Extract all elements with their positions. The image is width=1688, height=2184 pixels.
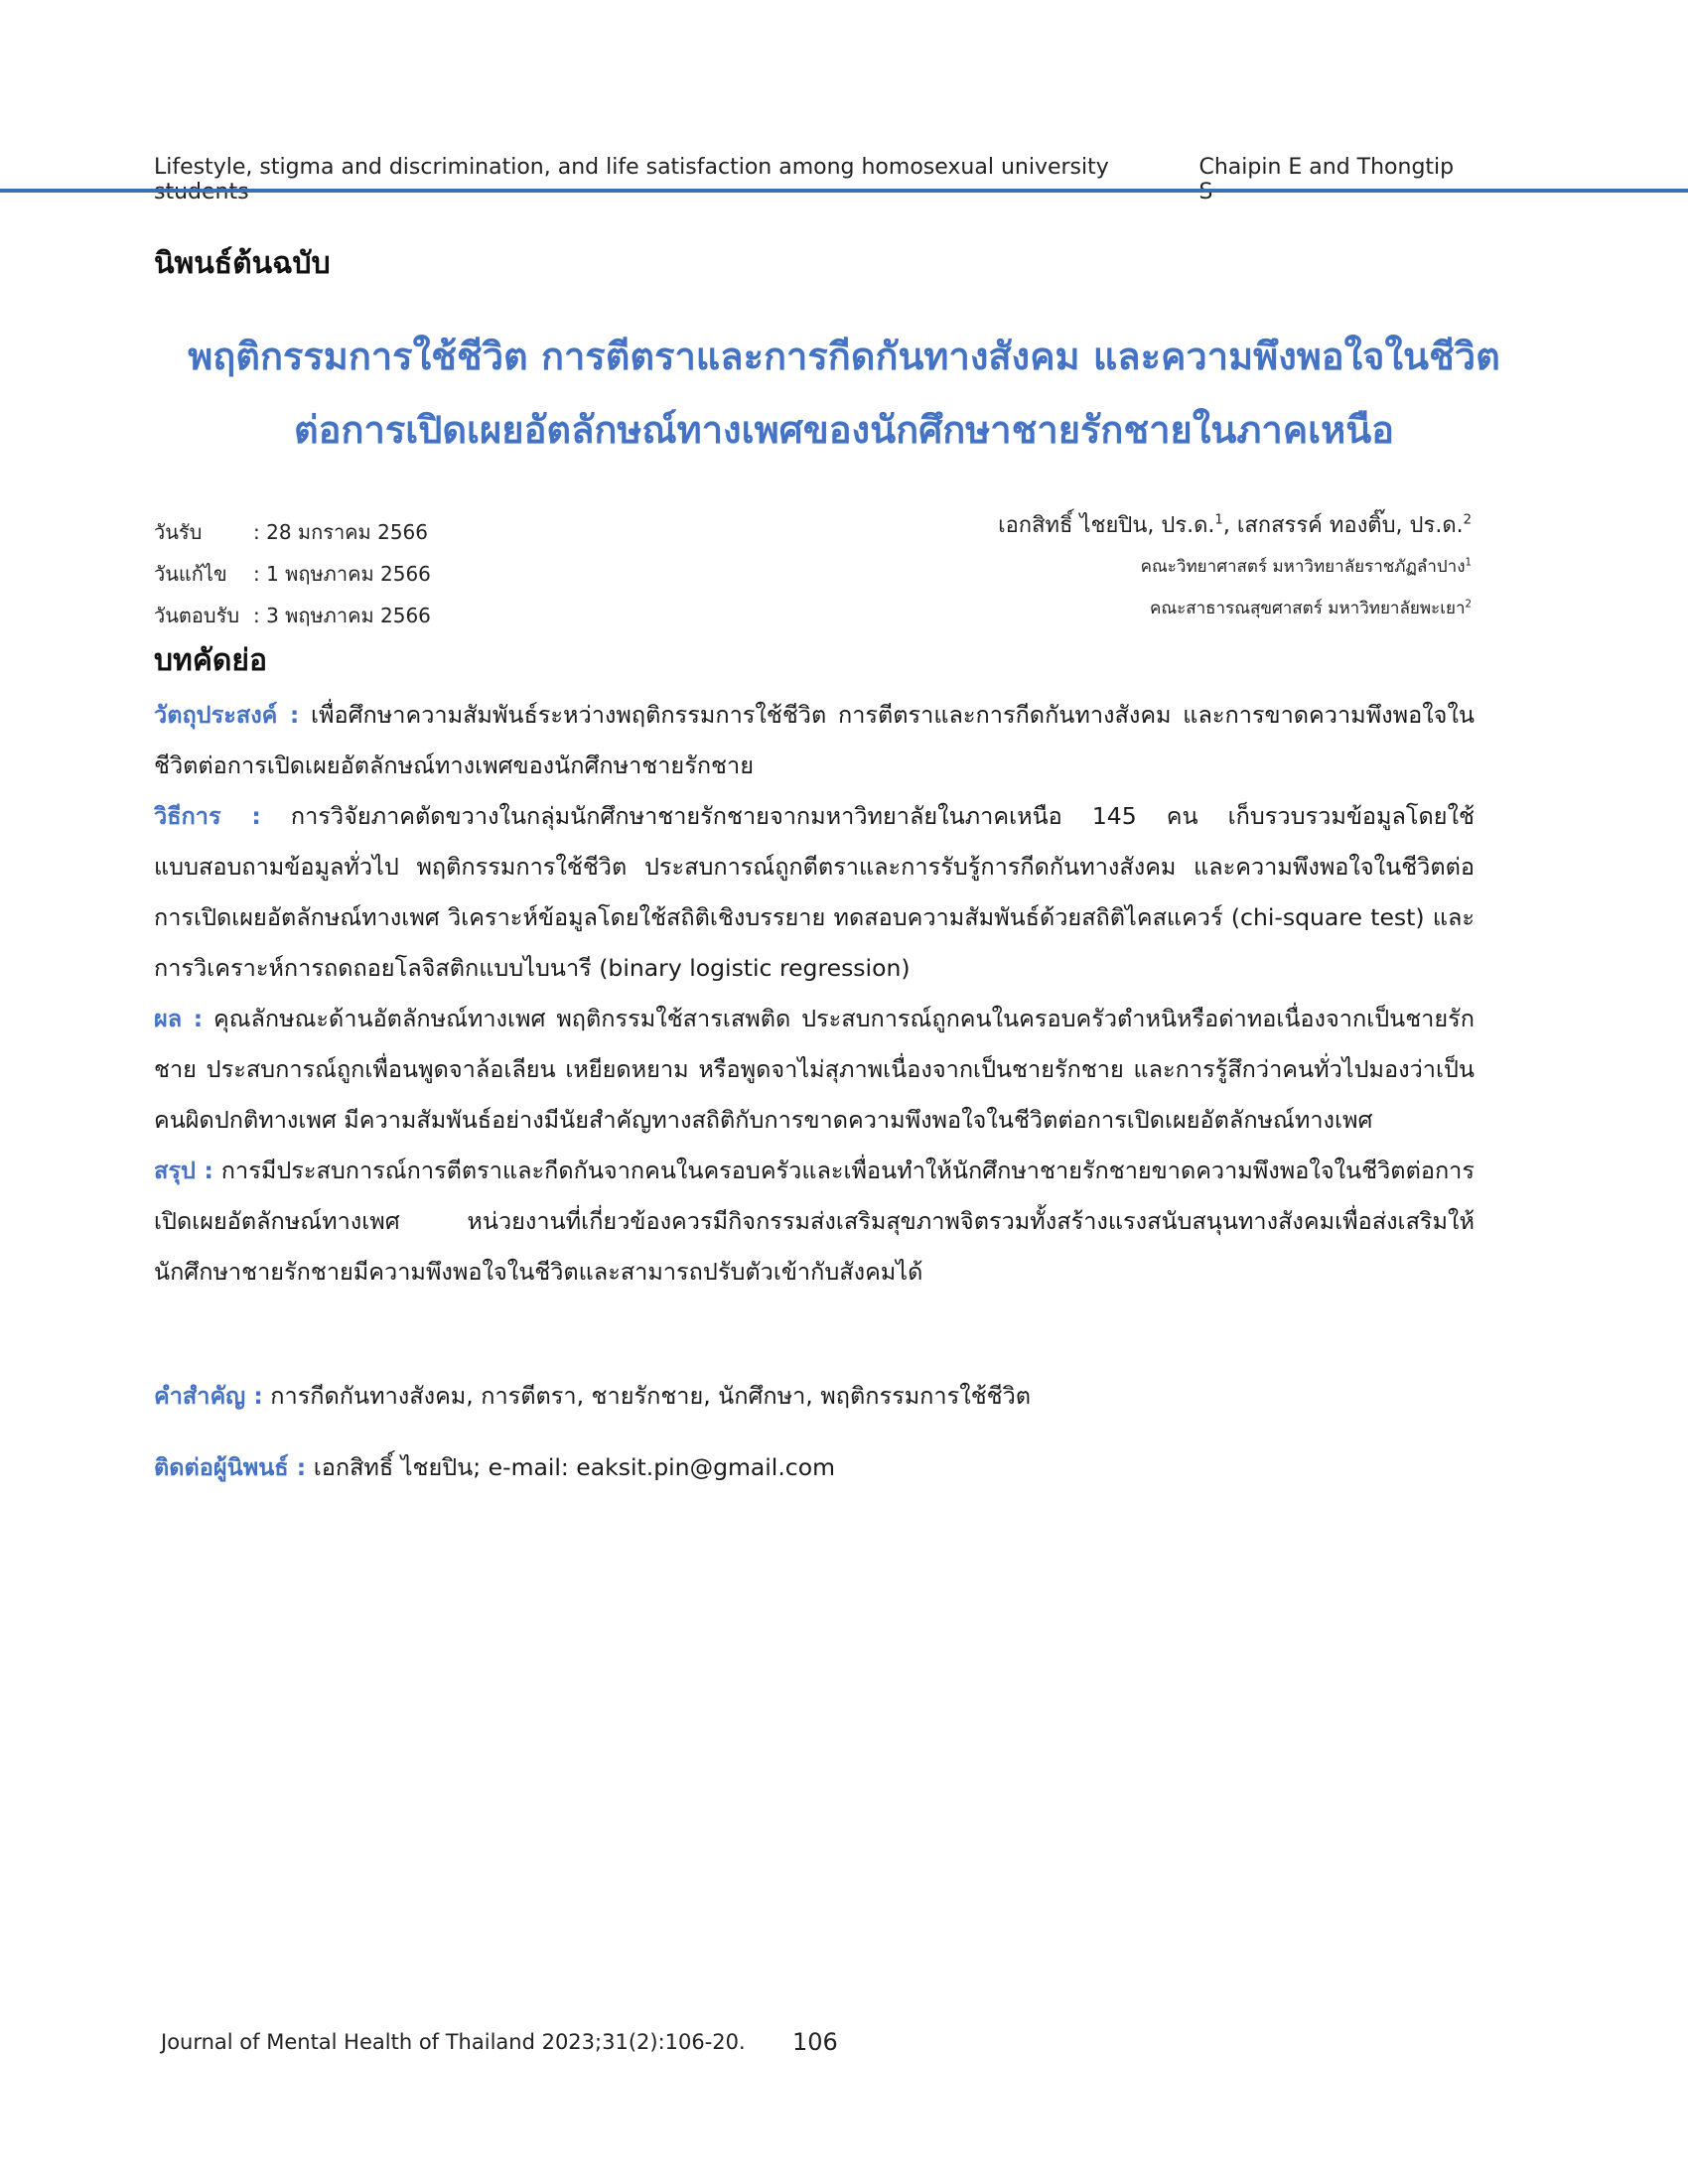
corresponding-author [154,1449,835,1486]
footer-citation: Journal of Mental Health of Thailand 2023;31(2):106-20. [161,2030,746,2054]
author-names [998,506,1472,546]
title-line-1: พฤติกรรมการใช้ชีวิต การตีตราและการกีดกันทางสังคม และความพึงพอใจในชีวิต [188,335,1500,378]
date-value: : 28 มกราคม 2566 [253,520,428,544]
page-number: 106 [792,2028,838,2056]
article-title [99,320,1589,467]
abstract-objective [154,690,1475,791]
affiliation-1-text: คณะวิทยาศาสตร์ มหาวิทยาลัยราชภัฏลำปาง [1140,557,1466,577]
objective-label: วัตถุประสงค์ : [154,701,300,729]
article-type: นิพนธ์ต้นฉบับ [154,246,331,281]
running-header [154,155,1472,205]
running-title: Lifestyle, stigma and discrimination, and life satisfaction among homosexual university [154,155,1109,180]
date-revised [154,553,431,595]
date-received [154,511,431,553]
keywords-text: การกีดกันทางสังคม, การตีตรา, ชายรักชาย, นักศึกษา, พฤติกรรมการใช้ชีวิต [270,1382,1032,1410]
contact-label: ติดต่อผู้นิพนธ์ : [154,1453,307,1481]
affiliation-2-sup: 2 [1465,599,1472,611]
date-label: วันแก้ไข [154,562,227,586]
keywords [154,1378,1031,1415]
affiliation-2-text: คณะสาธารณสุขศาสตร์ มหาวิทยาลัยพะเยา [1149,599,1466,618]
date-value: : 1 พฤษภาคม 2566 [253,562,431,586]
author-separator: , [1222,513,1237,538]
dates-block [154,511,431,636]
methods-text: การวิจัยภาคตัดขวางในกลุ่มนักศึกษาชายรักชายจากมหาวิทยาลัยในภาคเหนือ 145 คน เก็บรวบรวมข้อมูลโดยใช้แบบสอบถามข้อมูลทั่วไป พฤติกรรมการใช้ชีวิต ประสบการณ์ถูกตีตราและการรับรู้การกีดกันทางสังคม และความพึงพอใจในชีวิตต่อการเปิดเผยอัตลักษณ์ทางเพศ วิเคราะห์ข้อมูลโดยใช้สถิติเชิงบรรยาย ทดสอบความสัมพันธ์ด้วยสถิติไคสแควร์ (chi-square test) และการวิเคราะห์การถดถอยโลจิสติกแบบไบนารี (binary logistic regression) [154,802,1475,982]
affiliation-2 [998,588,1472,629]
results-text: คุณลักษณะด้านอัตลักษณ์ทางเพศ พฤติกรรมใช้สารเสพติด ประสบการณ์ถูกคนในครอบครัวตำหนิหรือด่าทอเนื่องจากเป็นชายรักชาย ประสบการณ์ถูกเพื่อนพูดจาล้อเลียน เหยียดหยาม หรือพูดจาไม่สุภาพเนื่องจากเป็นชายรักชาย และการรู้สึกว่าคนทั่วไปมองว่าเป็นคนผิดปกติทางเพศ มีความสัมพันธ์อย่างมีนัยสำคัญทางสถิติกับการขาดความพึงพอใจในชีวิตต่อการเปิดเผยอัตลักษณ์ทางเพศ [154,1005,1475,1134]
keywords-label: คำสำคัญ : [154,1382,263,1410]
abstract-body [154,690,1475,1297]
objective-text: เพื่อศึกษาความสัมพันธ์ระหว่างพฤติกรรมการใช้ชีวิต การตีตราและการกีดกันทางสังคม และการขาดความพึงพอใจในชีวิตต่อการเปิดเผยอัตลักษณ์ทางเพศของนักศึกษาชายรักชาย [154,701,1475,779]
author-1-sup: 1 [1214,512,1223,528]
title-line-2: ต่อการเปิดเผยอัตลักษณ์ทางเพศของนักศึกษาชายรักชายในภาคเหนือ [294,408,1394,452]
abstract-heading: บทคัดย่อ [154,643,267,678]
abstract-results [154,994,1475,1146]
results-label: ผล : [154,1005,204,1032]
date-accepted [154,595,431,636]
header-divider [0,189,1688,193]
conclusion-text: การมีประสบการณ์การตีตราและกีดกันจากคนในครอบครัวและเพื่อนทำให้นักศึกษาชายรักชายขาดความพึงพอใจในชีวิตต่อการเปิดเผยอัตลักษณ์ทางเพศ หน่วยงานที่เกี่ยวข้องควรมีกิจกรรมส่งเสริมสุขภาพจิตรวมทั้งสร้างแรงสนับสนุนทางสังคมเพื่อส่งเสริมให้นักศึกษาชายรักชายมีความพึงพอใจในชีวิตและสามารถปรับตัวเข้ากับสังคมได้ [154,1157,1475,1286]
authors-block [998,506,1472,629]
date-label: วันตอบรับ [154,604,240,627]
abstract-conclusion [154,1146,1475,1297]
running-authors: Chaipin E and Thongtip [1198,155,1455,180]
date-value: : 3 พฤษภาคม 2566 [253,604,431,627]
abstract-methods [154,791,1475,994]
author-2: เสกสรรค์ ทองติ๊บ, ปร.ด. [1236,513,1464,538]
author-2-sup: 2 [1463,512,1472,528]
affiliation-1-sup: 1 [1465,557,1472,569]
date-label: วันรับ [154,520,203,544]
methods-label: วิธีการ : [154,802,261,830]
affiliation-1 [998,546,1472,588]
author-1: เอกสิทธิ์ ไชยปิน, ปร.ด. [998,513,1215,538]
contact-text: เอกสิทธิ์ ไชยปิน; e-mail: eaksit.pin@gmail.com [313,1453,835,1481]
conclusion-label: สรุป : [154,1157,213,1184]
